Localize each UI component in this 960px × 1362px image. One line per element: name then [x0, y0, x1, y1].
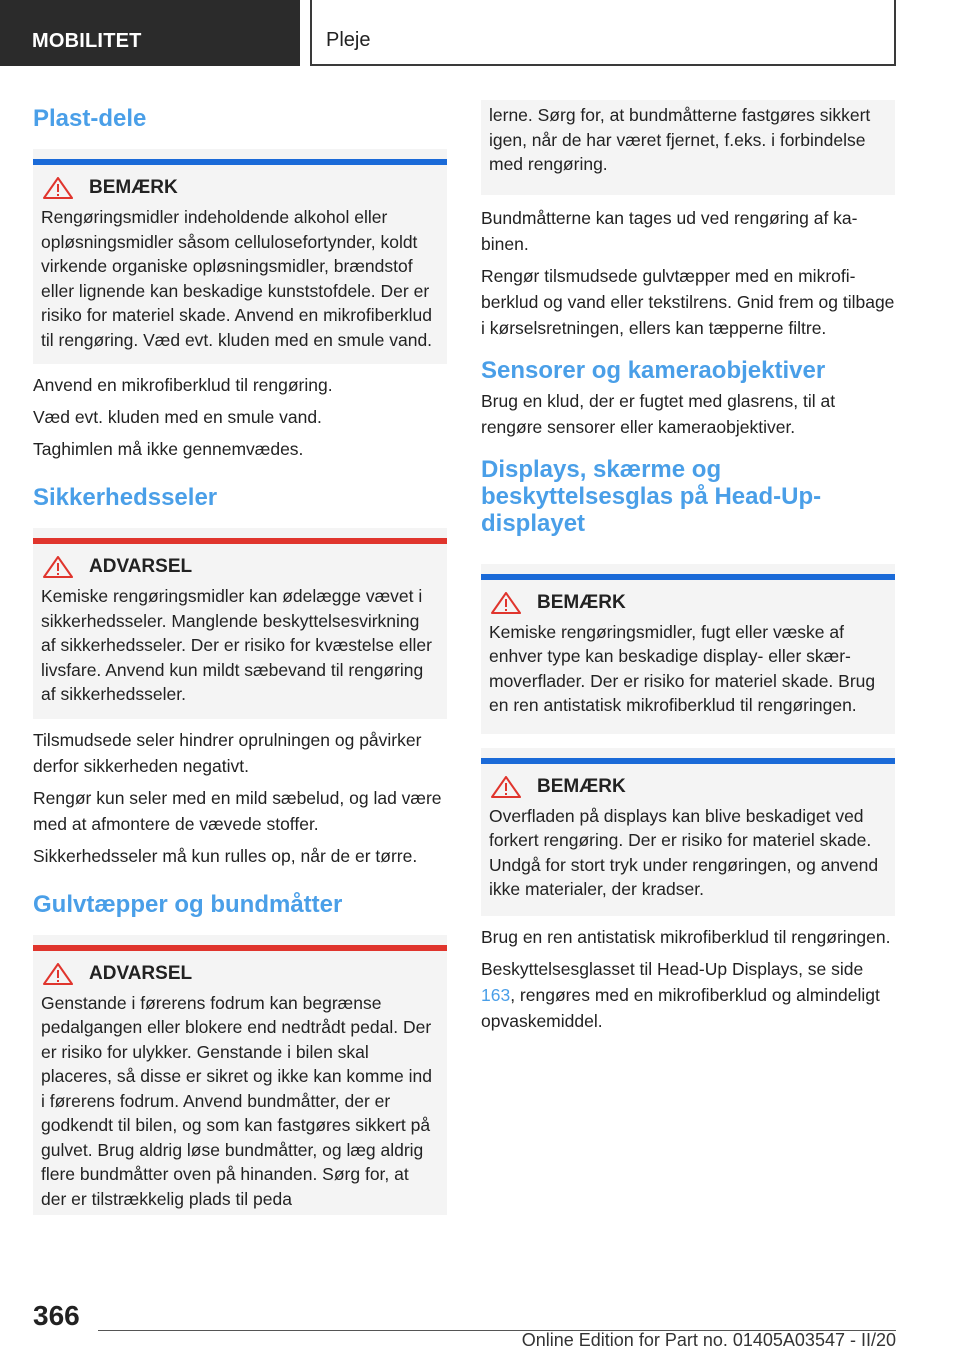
warning-triangle-icon: [491, 592, 521, 614]
gulv-warning-continued-box: [481, 100, 895, 195]
page-number: 366: [33, 1300, 80, 1331]
warning-bar: [33, 945, 447, 951]
edition-text: Online Edition for Part no. 01405A03547 - II/20: [521, 1330, 896, 1350]
paragraph: [481, 956, 895, 1034]
paragraph: Anvend en mikrofiberklud til rengøring.: [33, 375, 333, 395]
warning-triangle-icon: [491, 776, 521, 798]
left-column: [33, 100, 447, 1215]
paragraph: Tilsmudsede seler hindrer oprulningen og påvirker derfor sikkerheden negativt.: [33, 729, 422, 776]
notice-bar: [481, 758, 895, 764]
section-tab: MOBILITET: [0, 0, 300, 66]
paragraph: Brug en klud, der er fugtet med glasrens, til at rengøre sensorer eller kameraobjektiver.: [481, 390, 836, 437]
page-header: [0, 0, 960, 66]
warning-label: ADVARSEL: [89, 556, 193, 577]
paragraph: Væd evt. kluden med en smule vand.: [33, 407, 322, 427]
warning-text-continued: lerne. Sørg for, at bundmåtterne fastgøres sikkert igen, når de har været fjernet, f.eks. i forbindelse med rengøring.: [489, 105, 871, 174]
notice-label: BEMÆRK: [537, 775, 626, 797]
notice-text: Overfladen på displays kan blive beskadiget ved forkert rengøring. Der er risiko for materiel skade. Undgå for stort tryk under rengøringen, og anvend ikke materialer, der kradser.: [489, 805, 879, 899]
warning-triangle-icon: [43, 963, 73, 985]
warning-triangle-icon: [43, 556, 73, 578]
sensor-heading: Sensorer og kameraobjektiver: [481, 356, 826, 384]
seler-warning-box: [33, 528, 447, 719]
warning-text: Kemiske rengøringsmidler kan ødelægge vævet i sikkerhedsseler. Manglende beskyttelsesvirkning af sikkerhedsseler. Der er risiko for kvæstelse eller livsfare. Anvend kun mildt sæbevand til rengøring af sikkerhedsseler.: [41, 586, 432, 704]
paragraph: Taghimlen må ikke gennemvædes.: [33, 439, 304, 459]
seler-heading: Sikkerhedsseler: [33, 484, 218, 511]
warning-bar: [33, 538, 447, 544]
plast-notice-box: [33, 149, 447, 364]
text-before-link: Beskyttelsesglasset til Head-Up Displays, se side: [481, 958, 864, 979]
paragraph: Bundmåtterne kan tages ud ved rengøring af kabinen.: [481, 207, 858, 254]
notice-text: Rengøringsmidler indeholdende alkohol eller opløsningsmidler såsom cellulosefortynder, koldt virkende organiske opløsningsmidler, brændstof eller lignende kan beskadige kunststofdele. Der er risiko for materiel skade. Anvend en mikrofiberklud til rengøring. Væd evt. kluden med en smule vand.: [41, 207, 433, 350]
notice-label: BEMÆRK: [89, 177, 178, 198]
warning-triangle-icon: [43, 177, 73, 199]
page-reference-link[interactable]: 163: [481, 984, 511, 1005]
notice-bar: [33, 159, 447, 165]
gulv-warning-box: [33, 935, 447, 1216]
paragraph: Rengør tilsmudsede gulvtæpper med en mikrofiberklud og vand eller tekstilrens. Gnid frem og tilbage i kørselsretningen, ellers kan tæpperne filtre.: [481, 265, 895, 338]
display-notice-box-1: [481, 564, 895, 734]
paragraph: Brug en ren antistatisk mikrofiberklud til rengøringen.: [481, 926, 891, 947]
notice-text: Kemiske rengøringsmidler, fugt eller væske af enhver type kan beskadige display- eller skærmoverflader. Der er risiko for materiel skade. Brug en ren antistatisk mikrofiberklud til rengøringen.: [489, 621, 876, 715]
text-after-link: , rengøres med en mikrofiberklud og almindeligt opvaskemiddel.: [481, 984, 880, 1031]
notice-bar: [481, 574, 895, 580]
paragraph: Sikkerhedsseler må kun rulles op, når de er tørre.: [33, 845, 418, 866]
warning-text: Genstande i førerens fodrum kan begrænse pedalgangen eller blokere end nedtrådt pedal. Der er risiko for ulykker. Genstande i bilen skal placeres, så disse er sikret og ikke kan komme ind i førerens fodrum. Anvend bundmåtter, der er godkendt til bilen, og som kan fastgøres sikkert på gulvet. Brug aldrig løse bundmåtter, og læg aldrig flere bundmåtter oven på hinanden. Sørg for, at der er tilstrækkelig plads til peda: [41, 992, 432, 1209]
display-notice-box-2: [481, 748, 895, 916]
notice-label: BEMÆRK: [537, 591, 626, 613]
warning-label: ADVARSEL: [89, 962, 193, 984]
plast-heading: Plast-dele: [33, 105, 147, 132]
gulv-heading: Gulvtæpper og bundmåtter: [33, 890, 343, 918]
right-column: [481, 100, 895, 1034]
display-heading: Displays, skærme og beskyttelsesglas på Head-Up-displayet: [481, 455, 822, 537]
chapter-tab: Pleje: [310, 0, 896, 66]
paragraph: Rengør kun seler med en mild sæbelud, og lad være med at afmontere de vævede stoffer.: [33, 787, 442, 834]
